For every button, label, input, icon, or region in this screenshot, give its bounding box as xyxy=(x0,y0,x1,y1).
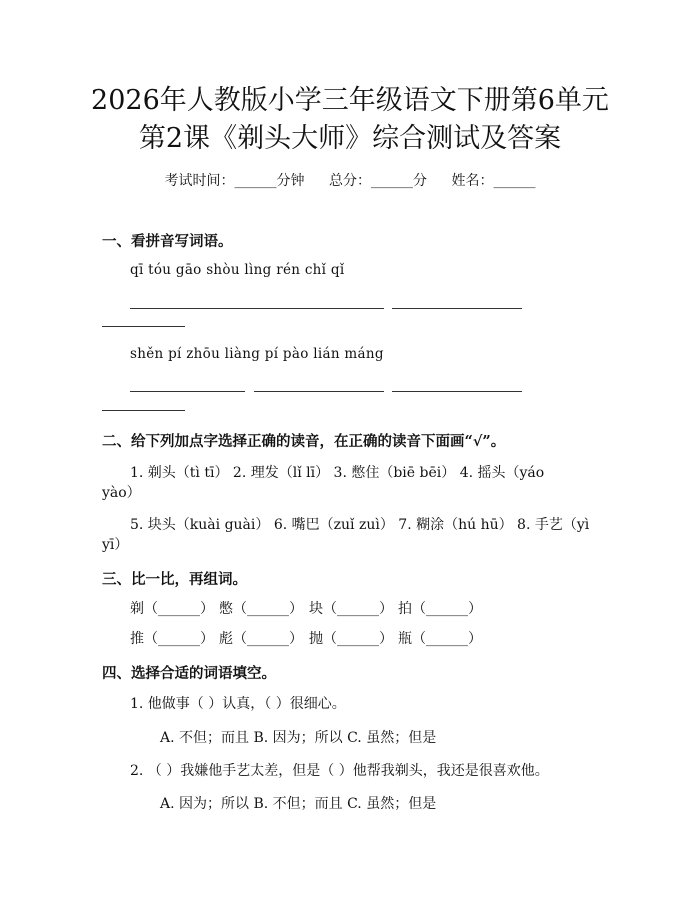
answer-line xyxy=(392,391,522,392)
question-2-options: A. 因为；所以 B. 不但；而且 C. 虽然；但是 xyxy=(160,796,437,812)
compare-item: 剃（______） xyxy=(130,601,214,617)
question-1: 1. 他做事（ ）认真，（ ）很细心。 xyxy=(130,696,346,712)
exam-time-field: 考试时间：______分钟 xyxy=(164,173,305,189)
answer-line xyxy=(102,326,185,327)
compare-item: 推（______） xyxy=(130,631,214,647)
exam-info xyxy=(0,170,700,190)
reading-row-2-wrap: yī） xyxy=(102,537,129,553)
page-title-line2: 第2课《剃头大师》综合测试及答案 xyxy=(138,123,562,154)
compare-item: 抛（______） xyxy=(309,631,393,647)
compare-item: 瓶（______） xyxy=(398,631,482,647)
page-title-line1: 2026年人教版小学三年级语文下册第6单元 xyxy=(91,85,609,116)
reading-row-1: 1. 剃头（tì tī） 2. 理发（lǐ lī） 3. 憋住（biē bēi） 4. 摇头（yáo xyxy=(130,465,545,481)
compare-item: 彪（______） xyxy=(219,631,303,647)
answer-line xyxy=(130,391,245,392)
section3-heading: 三、比一比，再组词。 xyxy=(102,571,247,588)
question-1-options: A. 不但；而且 B. 因为；所以 C. 虽然；但是 xyxy=(160,730,437,746)
exam-name-field: 姓名：______ xyxy=(451,173,536,189)
answer-line xyxy=(392,308,522,309)
compare-item: 拍（______） xyxy=(398,601,482,617)
answer-line xyxy=(254,308,384,309)
reading-row-1-wrap: yào） xyxy=(102,485,141,501)
answer-line xyxy=(102,410,185,411)
section2-heading: 二、给下列加点字选择正确的读音，在正确的读音下面画“√”。 xyxy=(102,433,506,450)
section4-heading: 四、选择合适的词语填空。 xyxy=(102,665,276,682)
answer-line xyxy=(254,391,384,392)
section1-heading: 一、看拼音写词语。 xyxy=(102,233,233,250)
pinyin-row-2: shěn pí zhōu liàng pí pào lián máng xyxy=(130,346,384,362)
reading-row-2: 5. 块头（kuài guài） 6. 嘴巴（zuǐ zuì） 7. 糊涂（hú hū） 8. 手艺（yì xyxy=(130,517,590,533)
pinyin-row-1: qī tóu gāo shòu lìng rén chǐ qǐ xyxy=(130,262,345,278)
question-2: 2. （ ）我嫌他手艺太差，但是（ ）他帮我剃头，我还是很喜欢他。 xyxy=(130,763,549,779)
compare-item: 憋（______） xyxy=(219,601,303,617)
compare-item: 块（______） xyxy=(309,601,393,617)
exam-score-field: 总分：______分 xyxy=(329,173,427,189)
